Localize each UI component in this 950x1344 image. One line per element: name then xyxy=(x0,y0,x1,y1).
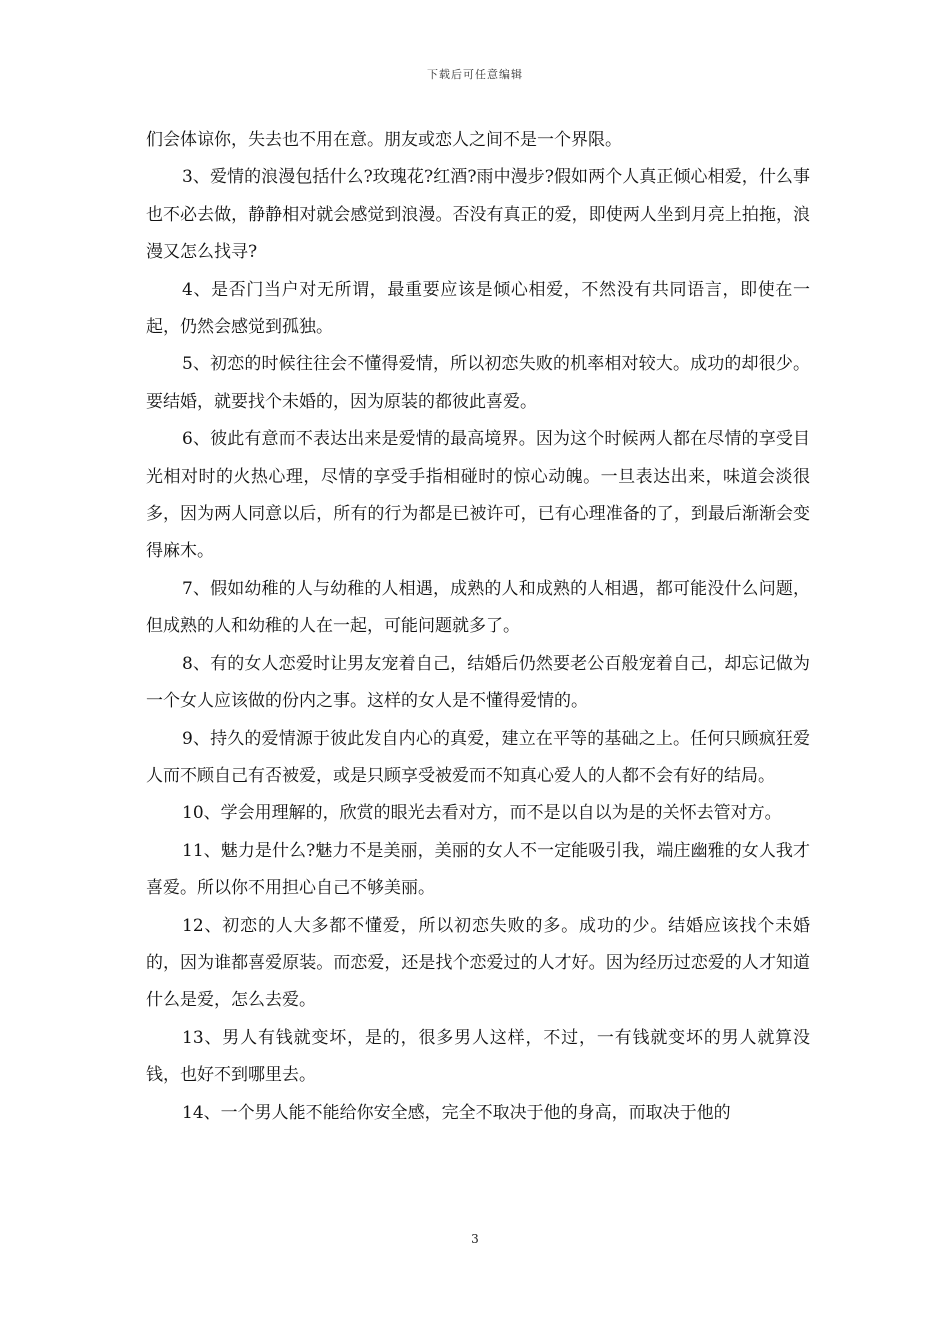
page-header: 下载后可任意编辑 xyxy=(427,68,523,81)
paragraph-10: 10、学会用理解的，欣赏的眼光去看对方，而不是以自以为是的关怀去管对方。 xyxy=(182,803,782,824)
document-body xyxy=(146,122,810,1132)
page-number: 3 xyxy=(471,1232,479,1246)
paragraph-13: 13、男人有钱就变坏，是的，很多男人这样，不过，一有钱就变坏的男人就算没钱，也好不到哪里去。 xyxy=(146,1027,810,1086)
paragraph-4: 4、是否门当户对无所谓，最重要应该是倾心相爱，不然没有共同语言，即使在一起，仍然会感觉到孤独。 xyxy=(146,279,810,338)
paragraph-3: 3、爱情的浪漫包括什么?玫瑰花?红酒?雨中漫步?假如两个人真正倾心相爱，什么事也不必去做，静静相对就会感觉到浪漫。否没有真正的爱，即使两人坐到月亮上拍拖，浪漫又怎么找寻? xyxy=(146,167,810,263)
paragraph-12: 12、初恋的人大多都不懂爱，所以初恋失败的多。成功的少。结婚应该找个未婚的，因为谁都喜爱原装。而恋爱，还是找个恋爱过的人才好。因为经历过恋爱的人才知道什么是爱，怎么去爱。 xyxy=(146,915,810,1011)
paragraph-5: 5、初恋的时候往往会不懂得爱情，所以初恋失败的机率相对较大。成功的却很少。要结婚，就要找个未婚的，因为原装的都彼此喜爱。 xyxy=(146,354,810,412)
paragraph-6: 6、彼此有意而不表达出来是爱情的最高境界。因为这个时候两人都在尽情的享受目光相对时的火热心理，尽情的享受手指相碰时的惊心动魄。一旦表达出来，味道会淡很多，因为两人同意以后，所有的行为都是已被许可，已有心理准备的了，到最后渐渐会变得麻木。 xyxy=(146,429,810,562)
paragraph-continuation: 们会体谅你，失去也不用在意。朋友或恋人之间不是一个界限。 xyxy=(146,130,622,150)
paragraph-9: 9、持久的爱情源于彼此发自内心的真爱，建立在平等的基础之上。任何只顾疯狂爱人而不顾自己有否被爱，或是只顾享受被爱而不知真心爱人的人都不会有好的结局。 xyxy=(146,728,810,786)
paragraph-7: 7、假如幼稚的人与幼稚的人相遇，成熟的人和成熟的人相遇，都可能没什么问题，但成熟的人和幼稚的人在一起，可能问题就多了。 xyxy=(146,578,810,637)
paragraph-8: 8、有的女人恋爱时让男友宠着自己，结婚后仍然要老公百般宠着自己，却忘记做为一个女人应该做的份内之事。这样的女人是不懂得爱情的。 xyxy=(146,653,810,712)
paragraph-11: 11、魅力是什么?魅力不是美丽，美丽的女人不一定能吸引我，端庄幽雅的女人我才喜爱。所以你不用担心自己不够美丽。 xyxy=(146,840,810,899)
paragraph-14: 14、一个男人能不能给你安全感，完全不取决于他的身高，而取决于他的 xyxy=(182,1102,731,1123)
